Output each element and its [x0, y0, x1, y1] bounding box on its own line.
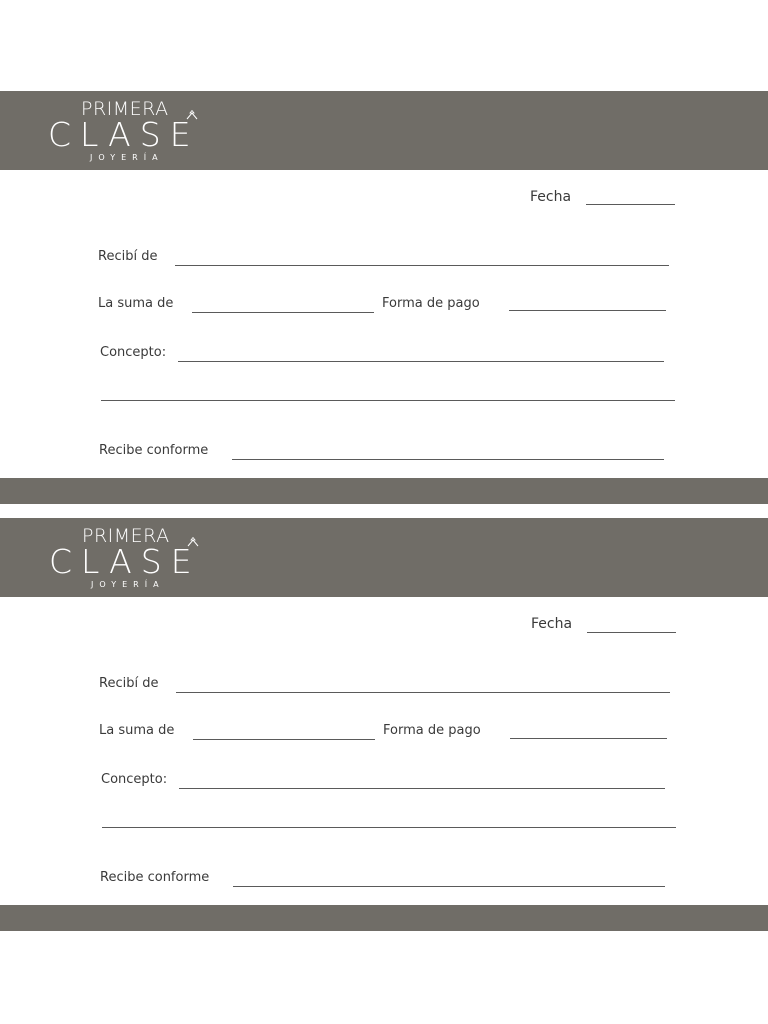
- receipt-header: [0, 518, 768, 597]
- recibe-conforme-label: Recibe conforme: [99, 443, 209, 458]
- brand-logo: [48, 98, 238, 166]
- logo-clase: CLASE: [49, 542, 201, 581]
- forma-de-pago-line[interactable]: [509, 310, 666, 311]
- brand-logo: [49, 525, 239, 593]
- fecha-label: Fecha: [530, 189, 572, 205]
- forma-de-pago-label: Forma de pago: [383, 723, 481, 738]
- recibi-de-line[interactable]: [175, 265, 669, 266]
- forma-de-pago-label: Forma de pago: [382, 296, 480, 311]
- recibe-conforme-label: Recibe conforme: [100, 870, 210, 885]
- recibi-de-label: Recibí de: [98, 249, 158, 264]
- concepto-line[interactable]: [178, 361, 664, 362]
- concepto-line-2[interactable]: [102, 827, 676, 828]
- recibe-conforme-line[interactable]: [233, 886, 665, 887]
- fecha-line[interactable]: [587, 632, 676, 633]
- receipt-footer: [0, 478, 768, 504]
- fecha-label: Fecha: [531, 616, 573, 632]
- ring-icon: [184, 537, 202, 547]
- receipt-1: [0, 91, 768, 505]
- la-suma-de-label: La suma de: [98, 296, 174, 311]
- logo-primera: PRIMERA: [82, 525, 170, 547]
- concepto-line[interactable]: [179, 788, 665, 789]
- la-suma-de-line[interactable]: [193, 739, 375, 740]
- concepto-label: Concepto:: [100, 345, 167, 360]
- ring-icon: [183, 110, 201, 120]
- receipt-2: [0, 518, 768, 932]
- recibi-de-line[interactable]: [176, 692, 670, 693]
- forma-de-pago-line[interactable]: [510, 738, 667, 739]
- concepto-line-2[interactable]: [101, 400, 675, 401]
- recibe-conforme-line[interactable]: [232, 459, 664, 460]
- fecha-line[interactable]: [586, 204, 675, 205]
- la-suma-de-line[interactable]: [192, 312, 374, 313]
- la-suma-de-label: La suma de: [99, 723, 175, 738]
- recibi-de-label: Recibí de: [99, 676, 159, 691]
- receipt-footer: [0, 905, 768, 931]
- receipt-header: [0, 91, 768, 170]
- logo-clase: CLASE: [48, 115, 200, 154]
- logo-primera: PRIMERA: [81, 98, 169, 120]
- logo-joyeria: JOYERÍA: [90, 153, 164, 162]
- concepto-label: Concepto:: [101, 772, 168, 787]
- logo-joyeria: JOYERÍA: [91, 580, 165, 589]
